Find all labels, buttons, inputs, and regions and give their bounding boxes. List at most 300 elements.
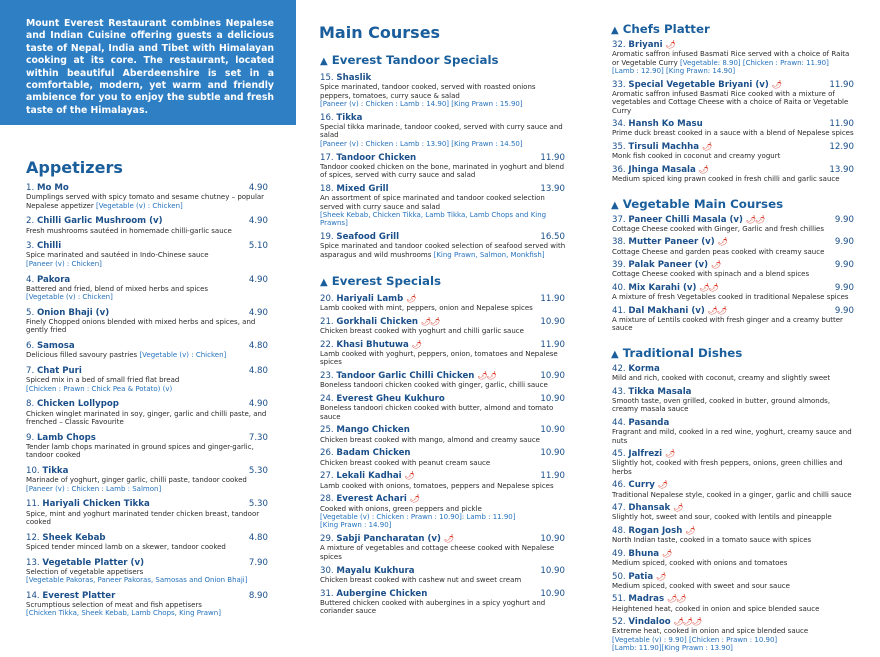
- menu-item-header: [320, 425, 567, 435]
- menu-item-title: [320, 566, 415, 576]
- chili-icon: 🌶: [657, 480, 668, 490]
- item-description-text: Chicken breast cooked with mango, almond and creamy sauce: [320, 435, 540, 444]
- menu-item: [612, 526, 856, 545]
- everest-specials-title: Everest Specials: [331, 273, 442, 288]
- item-price: 11.90: [540, 152, 565, 163]
- item-number: 41.: [612, 305, 626, 316]
- item-description: [320, 242, 567, 259]
- item-name: Samosa: [36, 341, 75, 352]
- item-price: 10.90: [540, 425, 565, 436]
- menu-item-header: [26, 308, 270, 318]
- chili-icon: 🌶: [404, 471, 414, 481]
- item-name: Everest Platter: [42, 590, 116, 601]
- item-description-text: Chicken breast cooked with peanut cream sauce: [320, 458, 491, 467]
- menu-item: [26, 499, 270, 526]
- menu-item: [26, 399, 270, 426]
- item-description-text: Special tikka marinade, tandoor cooked, served with curry sauce and salad: [320, 123, 563, 140]
- item-options: [Sheek Kebab, Chicken Tikka, Lamb Tikka, Lamb Chops and King Prawns]: [320, 211, 547, 228]
- appetizers-list: [0, 177, 296, 618]
- item-number: 35.: [612, 142, 626, 153]
- menu-item-header: [320, 534, 567, 544]
- menu-item-header: [612, 387, 856, 397]
- right-column: [598, 0, 880, 657]
- chefs-list: [598, 36, 880, 183]
- menu-item: [320, 494, 567, 529]
- item-name: Madras: [628, 594, 665, 605]
- item-name: Chilli Garlic Mushroom (v): [36, 216, 163, 227]
- item-options: [Vegetable (v) : Chicken]: [95, 201, 183, 210]
- item-price: 10.90: [540, 394, 565, 405]
- item-description-text: Spiced mix in a bed of small fried flat bread: [26, 376, 180, 385]
- chili-icon: 🌶🌶: [421, 316, 440, 326]
- item-name: Pasanda: [628, 418, 670, 428]
- item-description-text: Lamb cooked with onions, tomatoes, peppers and Nepalese spices: [320, 481, 554, 490]
- menu-item-header: [320, 184, 567, 194]
- restaurant-intro: Mount Everest Restaurant combines Nepalese and Indian Cuisine offering guests a delicious taste of Nepal, India and Tibet with Himalayan cooking at its core. The restaurant, located within beautiful Aberdeenshire is set in a comfortable, modern, yet warm and friendly ambience for you to enjoy the subtle and fresh taste of the Himalayas.: [0, 0, 296, 125]
- menu-item-title: [26, 399, 119, 409]
- item-description: [612, 459, 856, 476]
- menu-item: [612, 418, 856, 445]
- menu-item-title: [612, 449, 674, 459]
- triangle-icon: ▲: [611, 349, 619, 360]
- menu-item-header: [26, 466, 270, 476]
- item-description-text: Lamb cooked with yoghurt, peppers, onion, tomatoes and Nepalese spices: [320, 349, 558, 367]
- main-courses-heading: Main Courses: [319, 23, 441, 42]
- menu-item-header: [320, 153, 567, 163]
- item-description: [612, 536, 856, 544]
- menu-item-header: [320, 73, 567, 83]
- chili-icon: 🌶: [409, 494, 419, 504]
- item-number: 15.: [320, 73, 334, 83]
- item-description-text: Spiced tender minced lamb on a skewer, tandoor cooked: [26, 542, 226, 551]
- item-price: 11.90: [829, 119, 854, 130]
- traditional-heading: [598, 337, 880, 360]
- item-number: 22.: [320, 339, 334, 350]
- menu-item-header: [26, 366, 270, 376]
- menu-item: [320, 153, 567, 180]
- chili-icon: 🌶: [771, 79, 781, 89]
- item-description: [320, 576, 567, 584]
- item-description-text: Marinade of yoghurt, ginger garlic, chilli paste, tandoor cooked: [26, 476, 247, 485]
- item-description-text: Aromatic saffron infused Basmati Rice cooked with a mixture of vegetables and Cottage Cheese with a choice of Raita or Vegetable Curry: [612, 89, 849, 115]
- item-price: 9.90: [834, 237, 854, 248]
- menu-item: [612, 40, 856, 75]
- item-number: 23.: [320, 371, 334, 382]
- menu-item-header: [320, 494, 567, 504]
- menu-item: [320, 232, 567, 259]
- menu-item-header: [612, 80, 856, 90]
- menu-item: [26, 558, 270, 585]
- item-options: [Vegetable (v) : Chicken]: [26, 293, 113, 302]
- item-description: [612, 428, 856, 445]
- tandoor-specials-heading: [303, 42, 591, 67]
- menu-item-header: [612, 449, 856, 459]
- item-description-text: Mild and rich, cooked with coconut, creamy and slightly sweet: [612, 374, 831, 383]
- item-description: [320, 505, 567, 513]
- item-price: 13.90: [829, 164, 854, 175]
- item-number: 11.: [26, 499, 40, 510]
- menu-item-header: [26, 216, 270, 226]
- item-price: 10.90: [540, 316, 565, 327]
- item-description-text: Aromatic saffron infused Basmati Rice served with a choice of Raita or Vegetable Curry: [612, 50, 850, 67]
- menu-item-title: [26, 183, 69, 193]
- menu-item-title: [26, 558, 144, 568]
- tandoor-list: [303, 67, 591, 259]
- item-number: 33.: [612, 79, 626, 90]
- item-description: [612, 316, 856, 333]
- chili-icon: 🌶: [717, 237, 727, 247]
- item-name: Jalfrezi: [628, 449, 663, 460]
- item-description: [26, 376, 270, 384]
- appetizers-heading: Appetizers: [26, 158, 123, 177]
- item-description: [26, 543, 270, 551]
- item-description-text: Cooked with onions, green peppers and pickle: [320, 504, 482, 513]
- item-number: 13.: [26, 557, 40, 568]
- item-number: 8.: [26, 399, 35, 410]
- item-description: [26, 227, 270, 235]
- item-name: Pakora: [36, 274, 71, 285]
- item-price: 8.90: [248, 590, 268, 601]
- item-description-text: Slightly hot, cooked with fresh peppers, onions, green chillies and herbs: [612, 459, 843, 476]
- menu-item: [612, 119, 856, 138]
- item-name: Mo Mo: [36, 183, 69, 193]
- item-name: Tikka: [336, 112, 363, 123]
- menu-item-header: [26, 399, 270, 409]
- menu-item-header: [612, 40, 856, 50]
- item-description-text: An assortment of spice marinated and tandoor cooked selection served with curry sauce and salad: [320, 194, 545, 211]
- item-number: 37.: [612, 214, 626, 225]
- item-description-text: Buttered chicken cooked with aubergines in a spicy yoghurt and coriander sauce: [320, 598, 546, 616]
- item-name: Chilli: [36, 241, 62, 252]
- item-price: 4.80: [248, 532, 268, 543]
- item-options: [Vegetable (v) : 9.90] [Chicken : Prawn : 10.90]: [612, 635, 778, 644]
- menu-item-header: [612, 480, 856, 490]
- item-description-text: Tender lamb chops marinated in ground spices and ginger-garlic, tandoor cooked: [26, 442, 254, 460]
- tandoor-specials-title: Everest Tandoor Specials: [331, 53, 499, 67]
- specials-list: [303, 288, 591, 616]
- menu-item-title: [320, 113, 362, 123]
- item-name: Lekali Kadhai: [336, 471, 402, 482]
- item-number: 32.: [612, 40, 626, 50]
- item-name: Vindaloo: [628, 617, 671, 628]
- menu-item-title: [26, 216, 163, 226]
- item-number: 49.: [612, 548, 626, 559]
- menu-item: [612, 549, 856, 568]
- item-description-text: Fresh mushrooms sautéed in homemade chilli-garlic sauce: [26, 226, 232, 235]
- menu-item-header: [320, 371, 567, 381]
- item-number: 44.: [612, 418, 626, 428]
- chili-icon: 🌶: [665, 40, 675, 49]
- triangle-icon: ▲: [320, 276, 328, 288]
- item-description: [612, 90, 856, 115]
- item-price: 11.90: [540, 471, 565, 482]
- menu-item: [26, 366, 270, 393]
- item-description: [612, 175, 856, 183]
- chefs-platter-heading: [598, 0, 880, 36]
- item-description: [612, 559, 856, 567]
- menu-item-title: [26, 308, 109, 318]
- item-name: Chat Puri: [36, 366, 82, 377]
- item-number: 6.: [26, 341, 35, 352]
- item-name: Korma: [628, 364, 660, 374]
- item-description-text: Cottage Cheese cooked with Ginger, Garlic and fresh chillies: [612, 224, 824, 233]
- item-options: [Paneer (v) : Chicken : Lamb : 13.90] [King Prawn : 14.50]: [320, 139, 523, 148]
- menu-item: [26, 275, 270, 302]
- menu-item-header: [612, 418, 856, 428]
- menu-item-title: [320, 534, 453, 544]
- chili-icon: 🌶🌶: [699, 283, 718, 292]
- menu-item-header: [26, 533, 270, 543]
- item-price: 4.90: [248, 307, 268, 318]
- item-description-text: Medium spiced, cooked with sweet and sour sauce: [612, 581, 790, 590]
- item-price: 12.90: [829, 142, 854, 153]
- item-number: 1.: [26, 183, 35, 193]
- chili-icon: 🌶: [702, 142, 712, 152]
- item-description-text: Selection of vegetable appetisers: [26, 567, 144, 576]
- item-name: Hariyali Lamb: [336, 293, 404, 304]
- menu-item-header: [26, 183, 270, 193]
- item-description: [612, 397, 856, 414]
- item-price: 4.90: [248, 183, 268, 193]
- menu-item: [612, 215, 856, 234]
- item-name: Palak Paneer (v): [628, 260, 709, 271]
- menu-item: [612, 480, 856, 499]
- item-options: [Paneer (v) : Chicken : Lamb : 14.90] [King Prawn : 15.90]: [320, 100, 523, 109]
- menu-item-title: [320, 471, 414, 481]
- item-name: Hariyali Chicken Tikka: [42, 499, 150, 510]
- menu-item-header: [320, 317, 567, 327]
- item-name: Shaslik: [336, 73, 372, 83]
- item-price: 16.50: [540, 232, 565, 243]
- chili-icon: 🌶: [711, 260, 721, 270]
- item-description-text: Extreme heat, cooked in onion and spice blended sauce: [612, 627, 809, 636]
- item-description: [26, 351, 270, 359]
- item-description: [612, 627, 856, 635]
- item-options-extra: [King Prawn : 14.90]: [320, 521, 392, 530]
- menu-item: [612, 572, 856, 591]
- item-name: Badam Chicken: [336, 448, 411, 459]
- item-description-text: Smooth taste, oven grilled, cooked in butter, ground almonds, creamy masala sauce: [612, 397, 831, 414]
- item-description: [320, 459, 567, 467]
- veg-mains-title: Vegetable Main Courses: [622, 196, 784, 211]
- item-number: 5.: [26, 307, 35, 318]
- menu-item: [320, 184, 567, 228]
- item-description-text: Heightened heat, cooked in onion and spice blended sauce: [612, 604, 820, 613]
- menu-item-title: [26, 341, 75, 351]
- menu-item: [320, 589, 567, 616]
- menu-item-header: [320, 340, 567, 350]
- left-column: [0, 0, 296, 624]
- menu-item: [26, 466, 270, 493]
- menu-item-title: [26, 241, 61, 251]
- menu-item-header: [26, 558, 270, 568]
- item-description: [320, 194, 567, 211]
- item-description-text: Spice, mint and yoghurt marinated tender chicken breast, tandoor cooked: [26, 509, 260, 526]
- item-price: 10.90: [540, 565, 565, 576]
- item-name: Vegetable Platter (v): [42, 557, 144, 568]
- item-description: [26, 601, 270, 609]
- item-number: 16.: [320, 112, 334, 123]
- item-price: 10.90: [540, 448, 565, 459]
- item-description-text: Chicken breast cooked with yoghurt and chilli garlic sauce: [320, 326, 524, 335]
- menu-item-header: [26, 591, 270, 601]
- item-name: Dhansak: [628, 503, 671, 514]
- item-name: Chicken Lollypop: [36, 399, 119, 410]
- item-description-text: A mixture of vegetables and cottage cheese cooked with Nepalese spices: [320, 544, 555, 561]
- item-price: 4.80: [248, 341, 268, 352]
- item-name: Dal Makhani (v): [628, 305, 705, 316]
- menu-item-title: [612, 617, 701, 627]
- menu-item-header: [320, 471, 567, 481]
- menu-item-header: [612, 594, 856, 604]
- item-description: [26, 285, 270, 293]
- item-price: 7.30: [248, 432, 268, 443]
- menu-item-title: [320, 317, 439, 327]
- item-number: 48.: [612, 526, 626, 536]
- item-name: Sabji Pancharatan (v): [336, 534, 441, 545]
- item-description-text: Spice marinated, tandoor cooked, served with roasted onions peppers, tomatoes, curry sauce & salad: [320, 83, 536, 100]
- menu-item-header: [320, 232, 567, 242]
- item-number: 51.: [612, 594, 626, 605]
- item-name: Briyani: [628, 40, 663, 50]
- item-price: 9.90: [834, 214, 854, 225]
- item-number: 45.: [612, 449, 626, 460]
- item-description: [320, 404, 567, 421]
- item-options: [Chicken : Prawn : Chick Pea & Potato) (v): [26, 384, 173, 393]
- item-name: Mixed Grill: [336, 184, 389, 195]
- item-name: Jhinga Masala: [628, 164, 696, 175]
- item-name: Everest Achari: [336, 494, 407, 505]
- menu-item-header: [26, 275, 270, 285]
- item-description-text: Medium spiced, cooked with onions and tomatoes: [612, 559, 788, 567]
- menu-item-header: [320, 294, 567, 304]
- item-description: [26, 193, 270, 210]
- item-options: [Vegetable (v) : Chicken : Prawn : 10.90]: Lamb : 11.90]: [320, 513, 516, 522]
- menu-item-title: [320, 371, 496, 381]
- item-price: 5.30: [248, 466, 268, 476]
- menu-item-title: [26, 533, 106, 543]
- item-name: Tikka Masala: [628, 386, 692, 397]
- item-description: [612, 152, 856, 160]
- menu-item-title: [612, 260, 720, 270]
- item-description: [612, 374, 856, 382]
- item-description: [320, 544, 567, 561]
- item-name: Paneer Chilli Masala (v): [628, 214, 743, 225]
- item-description-text: Prime duck breast cooked in a sauce with a blend of Nepalese spices: [612, 129, 854, 138]
- menu-item: [612, 283, 856, 302]
- menu-item-title: [612, 572, 665, 582]
- menu-item-title: [320, 184, 389, 194]
- item-description-text: Spice marinated and tandoor cooked selection of seafood served with asparagus and wild mushrooms: [320, 242, 566, 259]
- item-number: 47.: [612, 503, 626, 514]
- menu-item-title: [612, 526, 694, 536]
- menu-item: [320, 113, 567, 148]
- menu-item-header: [320, 113, 567, 123]
- item-price: 9.90: [834, 283, 854, 293]
- item-description-text: Cottage Cheese and garden peas cooked with creamy sauce: [612, 247, 825, 256]
- item-description: [320, 123, 567, 140]
- menu-item: [26, 183, 270, 210]
- menu-item-header: [320, 394, 567, 404]
- menu-item: [320, 294, 567, 313]
- menu-item: [612, 237, 856, 256]
- item-description: [26, 568, 270, 576]
- menu-item-title: [612, 306, 726, 316]
- item-description-text: A mixture of Lentils cooked with fresh ginger and a creamy butter sauce: [612, 316, 843, 333]
- item-number: 28.: [320, 494, 334, 505]
- item-description: [612, 582, 856, 590]
- item-number: 26.: [320, 448, 334, 459]
- item-description-text: Dumplings served with spicy tomato and sesame chutney – popular Nepalese appetizer: [26, 193, 265, 210]
- menu-item: [320, 317, 567, 336]
- item-price: 11.90: [829, 79, 854, 90]
- item-description: [26, 443, 270, 460]
- item-name: Curry: [628, 480, 655, 491]
- traditional-title: Traditional Dishes: [622, 346, 743, 360]
- menu-item-header: [320, 448, 567, 458]
- triangle-icon: ▲: [611, 25, 619, 36]
- item-description-text: Fragrant and mild, cooked in a red wine, yoghurt, creamy sauce and nuts: [612, 428, 852, 445]
- menu-item: [612, 387, 856, 414]
- item-description: [26, 251, 270, 259]
- item-description: [612, 270, 856, 278]
- item-name: Lamb Chops: [36, 432, 96, 443]
- menu-item-title: [320, 232, 399, 242]
- item-name: Aubergine Chicken: [336, 588, 428, 599]
- item-price: 10.90: [540, 588, 565, 599]
- menu-item: [320, 394, 567, 421]
- menu-item-title: [612, 283, 718, 293]
- item-options-extra: [Lamb: 11.90][King Prawn : 13.90]: [612, 644, 733, 653]
- item-description-text: Traditional Nepalese style, cooked in a ginger, garlic and chilli sauce: [612, 490, 852, 499]
- menu-item-header: [612, 306, 856, 316]
- item-description-text: Lamb cooked with mint, peppers, onion and Nepalese spices: [320, 303, 533, 312]
- menu-item-title: [320, 425, 410, 435]
- menu-item-title: [612, 215, 764, 225]
- menu-item: [612, 594, 856, 613]
- item-description: [320, 436, 567, 444]
- item-options: [Vegetable: 8.90] [Chicken : Prawn: 11.90]: [679, 58, 829, 67]
- item-name: Mango Chicken: [336, 425, 410, 436]
- item-description: [320, 350, 567, 367]
- item-options: [Vegetable Pakoras, Paneer Pakoras, Samosas and Onion Bhaji]: [26, 576, 248, 585]
- traditional-list: [598, 360, 880, 653]
- item-name: Gorkhali Chicken: [336, 316, 419, 327]
- item-description: [26, 410, 270, 427]
- menu-item: [26, 433, 270, 460]
- item-number: 29.: [320, 534, 334, 545]
- chili-icon: 🌶🌶🌶: [673, 617, 702, 627]
- chili-icon: 🌶🌶: [745, 214, 765, 224]
- menu-item-title: [612, 142, 711, 152]
- item-description: [612, 248, 856, 256]
- item-name: Mayalu Kukhura: [336, 565, 415, 576]
- item-options-extra: [Lamb : 12.90] [King Prawn: 14.90]: [612, 67, 736, 76]
- chili-icon: 🌶: [656, 571, 666, 581]
- menu-item-header: [612, 617, 856, 627]
- item-description-text: Chicken breast cooked with cashew nut and sweet cream: [320, 575, 522, 584]
- item-number: 31.: [320, 588, 334, 599]
- menu-item-header: [26, 241, 270, 251]
- menu-item-header: [612, 549, 856, 559]
- item-description: [320, 381, 567, 389]
- item-price: 7.90: [248, 557, 268, 568]
- item-number: 18.: [320, 184, 334, 195]
- item-description-text: Boneless tandoori chicken cooked with butter, almond and tomato sauce: [320, 404, 554, 421]
- chili-icon: 🌶🌶: [707, 305, 727, 315]
- item-number: 17.: [320, 152, 334, 163]
- menu-item-title: [612, 80, 781, 90]
